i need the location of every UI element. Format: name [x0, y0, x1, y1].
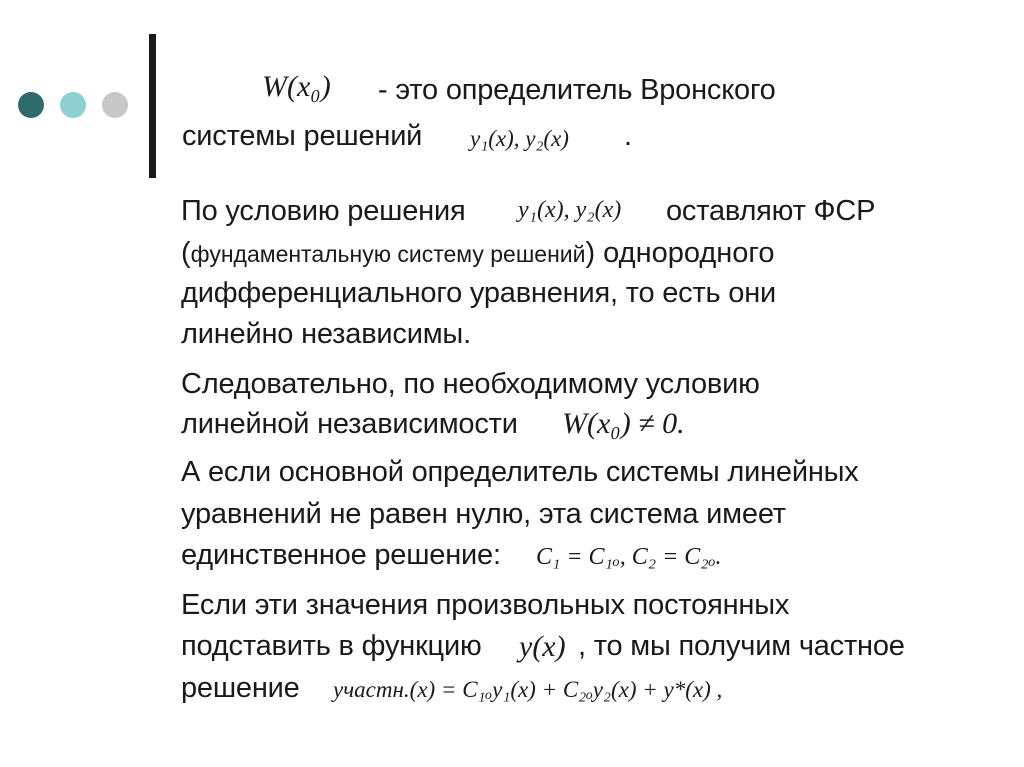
- line2-tail: .: [624, 120, 632, 152]
- para4-line3: решение: [181, 672, 300, 704]
- para1-small-text: фундаментальную систему решений: [190, 241, 586, 267]
- para1-line4: линейно независимы.: [181, 318, 471, 350]
- dot-light-teal: [60, 92, 86, 118]
- para1-line3: дифференциального уравнения, то есть они: [181, 277, 777, 309]
- formula-fsr: y₁(x), y₂(x): [518, 197, 622, 223]
- para4-line2-lead: подставить в функцию: [181, 630, 482, 662]
- formula-nonzero: W(x₀) ≠ 0.: [562, 407, 685, 440]
- para1-line2: [181, 237, 775, 270]
- para4-line1: Если эти значения произвольных постоянных: [181, 589, 790, 621]
- para4-line2-tail: , то мы получим частное: [578, 630, 905, 662]
- para1-tail: оставляют ФСР: [666, 195, 876, 227]
- para1-paren-open: (: [181, 237, 191, 269]
- dot-dark-teal: [18, 92, 44, 118]
- para3-line1: А если основной определитель системы линейных: [181, 456, 859, 488]
- formula-particular-solution: yчастн.(x) = C₁ₒy₁(x) + C₂ₒy₂(x) + y*(x) ,: [333, 677, 723, 702]
- vertical-divider: [149, 34, 156, 178]
- para2-line1: Следовательно, по необходимому условию: [181, 368, 760, 400]
- dot-gray: [102, 92, 128, 118]
- para3-line3: единственное решение:: [181, 539, 501, 571]
- para1-lead: По условию решения: [181, 195, 466, 227]
- para1-line2-rest: ) однородного: [585, 237, 775, 269]
- line2-text: системы решений: [182, 120, 423, 152]
- line1-text: - это определитель Вронского: [378, 74, 776, 106]
- formula-wronskian: W(x₀): [262, 70, 331, 103]
- formula-constants: C₁ = C₁ₒ, C₂ = C₂ₒ.: [536, 544, 722, 570]
- para2-line2: линейной независимости: [181, 408, 518, 440]
- formula-solutions: y₁(x), y₂(x): [470, 126, 569, 151]
- para3-line2: уравнений не равен нулю, эта система имеет: [181, 498, 786, 530]
- formula-yx: y(x): [519, 630, 566, 663]
